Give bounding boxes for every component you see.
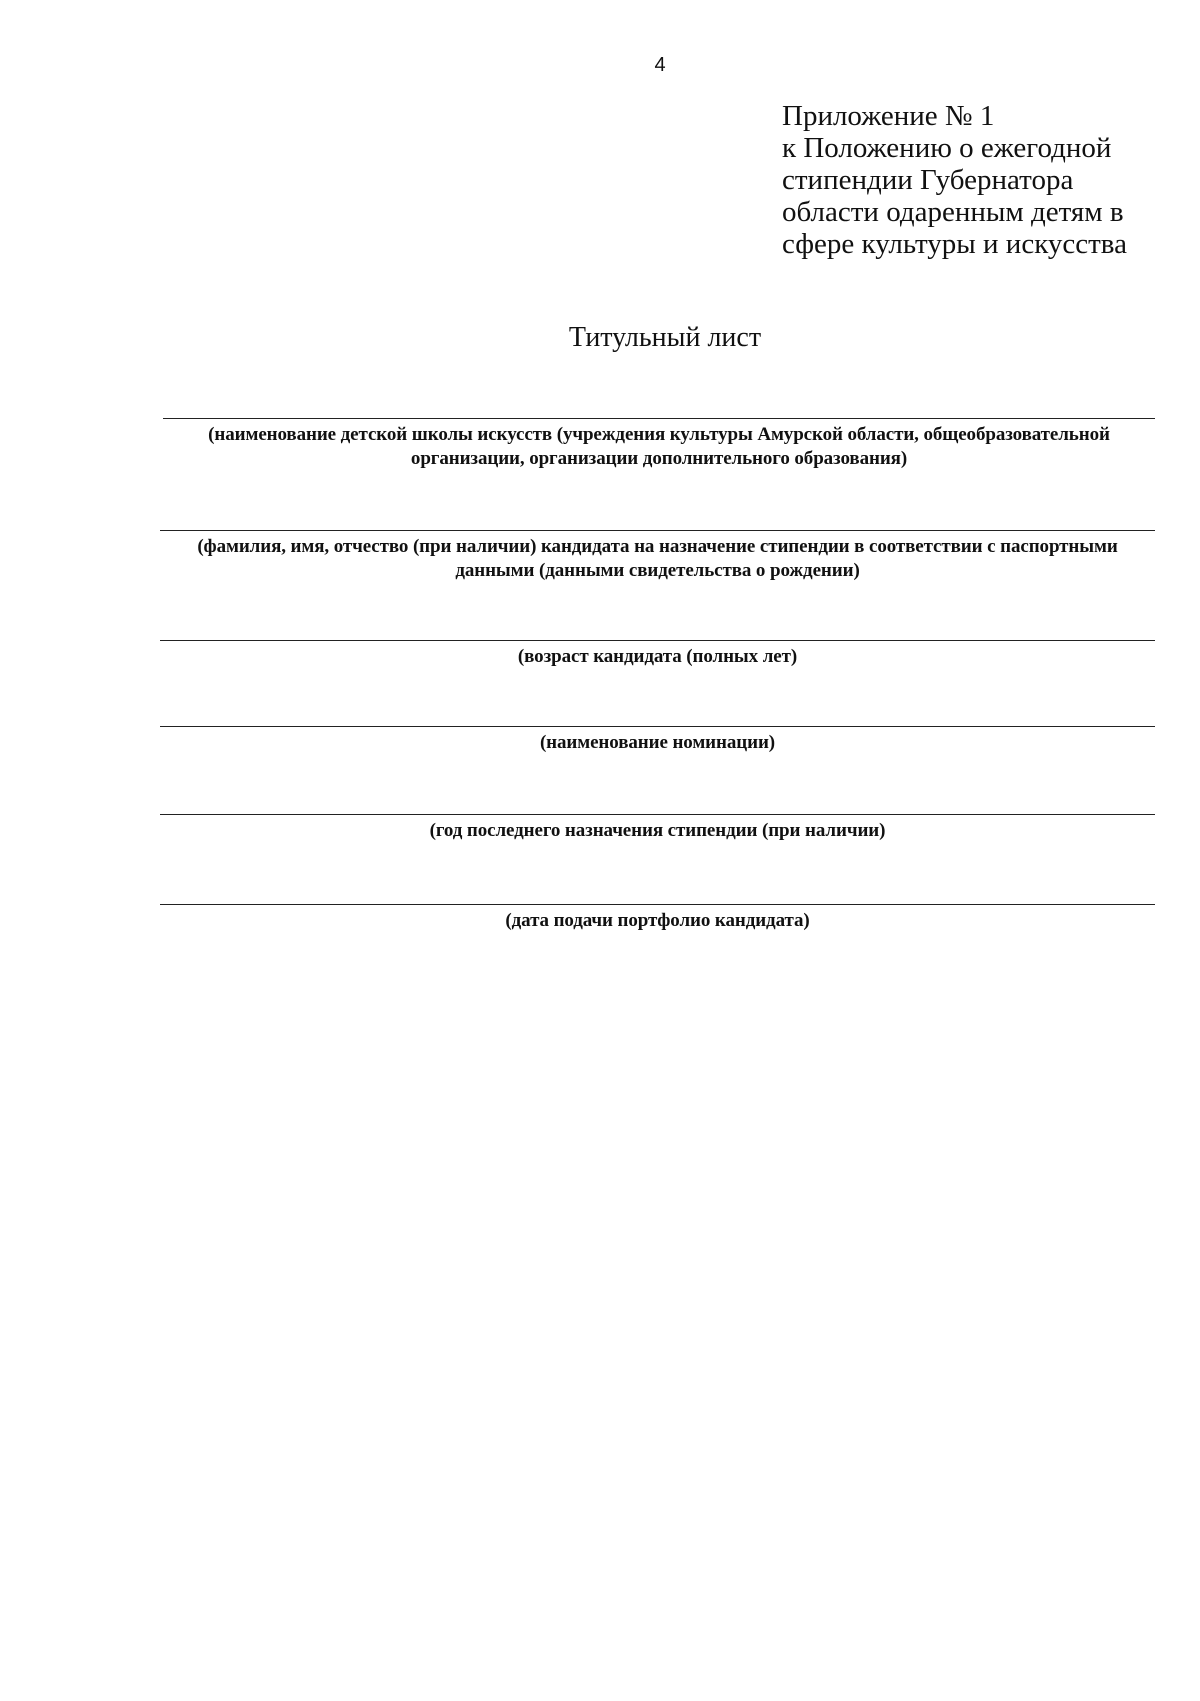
caption-line: (фамилия, имя, отчество (при наличии) кандидата на назначение стипендии в соответствии с паспортными — [197, 536, 1118, 557]
field-candidate-name — [160, 530, 1155, 583]
field-caption — [160, 909, 1155, 933]
fill-in-line — [160, 640, 1155, 641]
field-school-name — [163, 418, 1155, 471]
caption-line: данными (данными свидетельства о рождении) — [455, 560, 860, 581]
caption-line: (дата подачи портфолио кандидата) — [505, 910, 810, 931]
caption-line: организации, организации дополнительного образования) — [410, 448, 908, 469]
appendix-line: к Положению о ежегодной — [782, 132, 1112, 164]
caption-line: (наименование номинации) — [539, 732, 776, 753]
appendix-line: сфере культуры и искусства — [782, 228, 1127, 260]
field-caption — [160, 535, 1155, 583]
field-nomination — [160, 726, 1155, 755]
caption-line: (наименование детской школы искусств (учреждения культуры Амурской области, общеобразовательной — [208, 424, 1110, 445]
appendix-line: Приложение № 1 — [782, 100, 995, 132]
field-caption — [163, 423, 1155, 471]
field-candidate-age — [160, 640, 1155, 669]
appendix-heading — [782, 100, 1182, 260]
fill-in-line — [160, 530, 1155, 531]
page-number: 4 — [654, 54, 666, 76]
field-caption — [160, 819, 1155, 843]
page-title: Титульный лист — [568, 322, 762, 353]
appendix-line: стипендии Губернатора — [782, 164, 1074, 196]
fill-in-line — [160, 814, 1155, 815]
caption-line: (год последнего назначения стипендии (при наличии) — [429, 820, 886, 841]
field-caption — [160, 645, 1155, 669]
fill-in-line — [163, 418, 1155, 419]
appendix-line: области одаренным детям в — [782, 196, 1124, 228]
field-last-scholarship-year — [160, 814, 1155, 843]
field-caption — [160, 731, 1155, 755]
caption-line: (возраст кандидата (полных лет) — [517, 646, 798, 667]
field-portfolio-date — [160, 904, 1155, 933]
fill-in-line — [160, 904, 1155, 905]
fill-in-line — [160, 726, 1155, 727]
